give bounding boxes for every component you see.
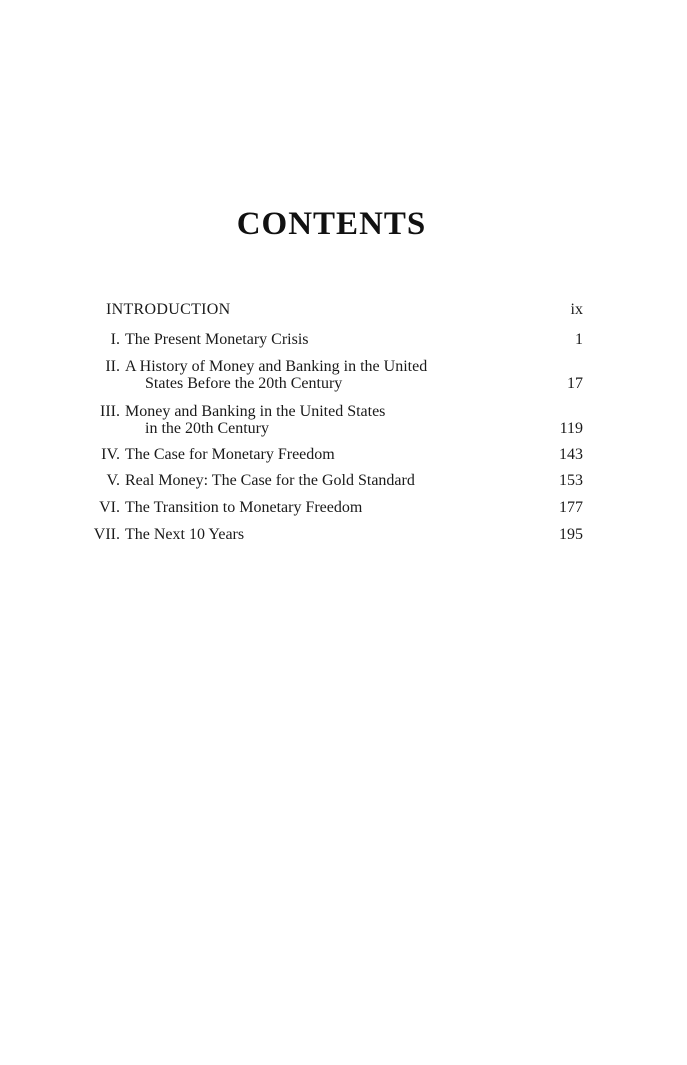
toc-entry-title: A History of Money and Banking in the United (125, 358, 428, 375)
toc-entry-page: 119 (559, 420, 583, 437)
toc-entry-title-continued: in the 20th Century (145, 420, 269, 437)
toc-entry-title: The Case for Monetary Freedom (125, 446, 335, 463)
toc-entry-page: 195 (559, 526, 583, 543)
toc-entry-number: I. (110, 331, 120, 348)
toc-entry-title: The Next 10 Years (125, 526, 245, 543)
toc-entry-title: Real Money: The Case for the Gold Standard (125, 472, 415, 489)
toc-entry-title-continued: States Before the 20th Century (145, 375, 343, 392)
toc-entry-page: 177 (559, 499, 583, 516)
toc-entry-title: The Transition to Monetary Freedom (125, 499, 363, 516)
toc-entry-number: V. (106, 472, 120, 489)
toc-entry-number: IV. (101, 446, 120, 463)
toc-entry-page: 17 (567, 375, 583, 392)
toc-entry-title: INTRODUCTION (106, 301, 231, 318)
page-title: CONTENTS (236, 206, 427, 242)
toc-entry-page: 143 (559, 446, 583, 463)
toc-entry-number: VII. (93, 526, 120, 543)
toc-entry-number: III. (100, 403, 120, 420)
toc-entry-page: 1 (575, 331, 583, 348)
toc-entry-number: VI. (99, 499, 120, 516)
toc-entry-page: ix (570, 301, 583, 318)
toc-entry-title: Money and Banking in the United States (125, 403, 386, 420)
toc-entry-title: The Present Monetary Crisis (125, 331, 309, 348)
toc-entry-page: 153 (559, 472, 583, 489)
toc-entry-number: II. (105, 358, 120, 375)
